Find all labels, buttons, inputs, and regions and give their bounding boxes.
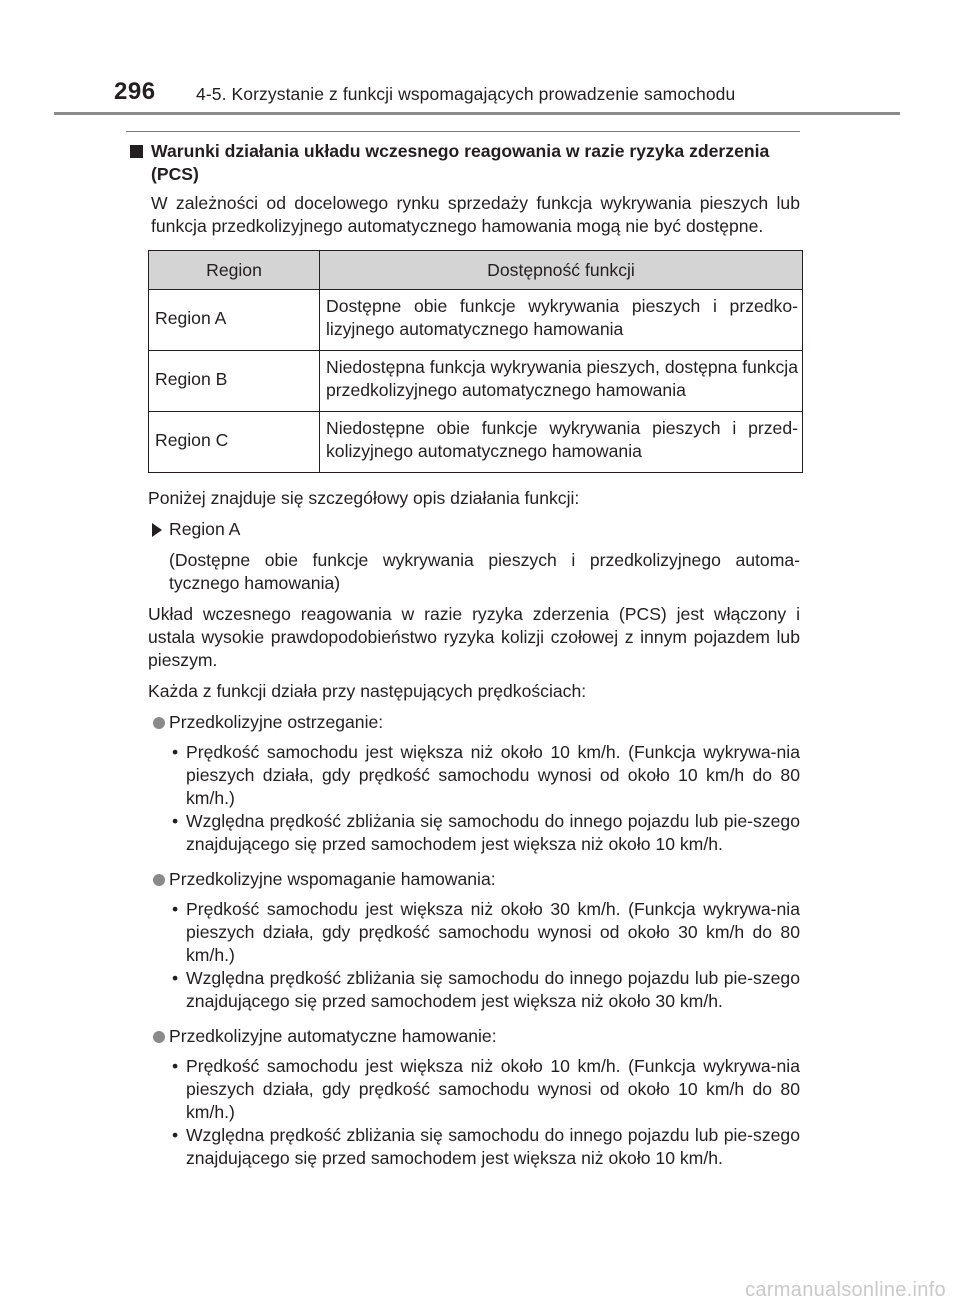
dot-bullet: • bbox=[172, 899, 179, 919]
section-heading bbox=[131, 140, 800, 186]
dot-bullet: • bbox=[172, 968, 179, 988]
function-title bbox=[131, 711, 800, 734]
chapter-title: 4-5. Korzystanie z funkcji wspomagających prowadzenie samochodu bbox=[196, 84, 736, 104]
circle-bullet-icon bbox=[153, 874, 165, 886]
region-cell: Region A bbox=[149, 290, 320, 351]
availability-cell: Niedostępne obie funkcje wykrywania pieszych i przed-kolizyjnego automatycznego hamowania bbox=[320, 412, 803, 473]
column-header-region: Region bbox=[149, 251, 320, 290]
availability-cell: Dostępne obie funkcje wykrywania pieszych i przedko-lizyjnego automatycznego hamowania bbox=[320, 290, 803, 351]
section-heading-line-1: Warunki działania układu wczesnego reagowania w razie ryzyka zderzenia bbox=[151, 141, 770, 161]
details-summary: Poniżej znajduje się szczegółowy opis działania funkcji: bbox=[148, 488, 580, 508]
availability-cell: Niedostępna funkcja wykrywania pieszych, dostępna funkcja przedkolizyjnego automatycznego hamowania bbox=[320, 351, 803, 412]
function-auto-braking bbox=[131, 1025, 800, 1170]
list-item bbox=[172, 810, 800, 856]
page-number: 296 bbox=[114, 78, 156, 105]
function-title-text: Przedkolizyjne automatyczne hamowanie: bbox=[169, 1026, 497, 1046]
condition-text: Względna prędkość zbliżania się samochodu do innego pojazdu lub pie-szego znajdującego się przed samochodem jest większa niż około 10 km/h. bbox=[186, 1125, 800, 1168]
condition-text: Prędkość samochodu jest większa niż około 10 km/h. (Funkcja wykrywa-nia pieszych działa, gdy prędkość samochodu wynosi od około 10 km/h do 80 km/h.) bbox=[186, 742, 800, 808]
function-brake-assist bbox=[131, 868, 800, 1013]
square-bullet-icon bbox=[130, 145, 143, 158]
watermark: carmanualsonline.info bbox=[745, 1279, 946, 1301]
circle-bullet-icon bbox=[153, 1031, 165, 1043]
table-row bbox=[149, 351, 803, 412]
arrow-right-icon bbox=[152, 523, 162, 537]
condition-list bbox=[131, 1055, 800, 1170]
function-title-text: Przedkolizyjne wspomaganie hamowania: bbox=[169, 869, 496, 889]
function-title-text: Przedkolizyjne ostrzeganie: bbox=[169, 712, 384, 732]
function-title bbox=[131, 1025, 800, 1048]
table-header-row bbox=[149, 251, 803, 290]
table-row bbox=[149, 290, 803, 351]
header-divider bbox=[54, 112, 900, 115]
section-divider bbox=[126, 131, 800, 132]
function-warning bbox=[131, 711, 800, 856]
region-cell: Region C bbox=[149, 412, 320, 473]
region-item-label: Region A bbox=[169, 519, 241, 539]
list-item bbox=[172, 967, 800, 1013]
section-heading-line-2: (PCS) bbox=[151, 164, 199, 184]
list-item bbox=[172, 741, 800, 810]
dot-bullet: • bbox=[172, 811, 179, 831]
column-header-availability: Dostępność funkcji bbox=[320, 251, 803, 290]
region-cell: Region B bbox=[149, 351, 320, 412]
dot-bullet: • bbox=[172, 1056, 179, 1076]
dot-bullet: • bbox=[172, 742, 179, 762]
list-item bbox=[172, 1124, 800, 1170]
condition-text: Względna prędkość zbliżania się samochodu do innego pojazdu lub pie-szego znajdującego się przed samochodem jest większa niż około 10 km/h. bbox=[186, 811, 800, 854]
list-item bbox=[172, 898, 800, 967]
region-availability-table bbox=[148, 250, 803, 473]
circle-bullet-icon bbox=[153, 717, 165, 729]
intro-paragraph: W zależności od docelowego rynku sprzedaży funkcja wykrywania pieszych lub funkcja przedkolizyjnego automatycznego hamowania mogą nie być dostępne. bbox=[151, 193, 800, 236]
function-title bbox=[131, 868, 800, 891]
region-list-item bbox=[131, 518, 800, 541]
table-row bbox=[149, 412, 803, 473]
page-header bbox=[0, 0, 960, 118]
condition-list bbox=[131, 741, 800, 856]
condition-text: Prędkość samochodu jest większa niż około 30 km/h. (Funkcja wykrywa-nia pieszych działa, gdy prędkość samochodu wynosi od około 30 km/h do 80 km/h.) bbox=[186, 899, 800, 965]
activation-paragraph: Układ wczesnego reagowania w razie ryzyka zderzenia (PCS) jest włączony i ustala wysokie prawdopodobieństwo ryzyka kolizji czołowej z innym pojazdem lub pieszym. bbox=[148, 604, 800, 670]
speeds-intro: Każda z funkcji działa przy następujących prędkościach: bbox=[148, 681, 587, 701]
condition-text: Względna prędkość zbliżania się samochodu do innego pojazdu lub pie-szego znajdującego się przed samochodem jest większa niż około 30 km/h. bbox=[186, 968, 800, 1011]
dot-bullet: • bbox=[172, 1125, 179, 1145]
condition-list bbox=[131, 898, 800, 1013]
page-content bbox=[131, 140, 800, 1182]
condition-text: Prędkość samochodu jest większa niż około 10 km/h. (Funkcja wykrywa-nia pieszych działa, gdy prędkość samochodu wynosi od około 10 km/h do 80 km/h.) bbox=[186, 1056, 800, 1122]
list-item bbox=[172, 1055, 800, 1124]
region-note: (Dostępne obie funkcje wykrywania pieszych i przedkolizyjnego automa-tycznego hamowania) bbox=[169, 550, 800, 593]
